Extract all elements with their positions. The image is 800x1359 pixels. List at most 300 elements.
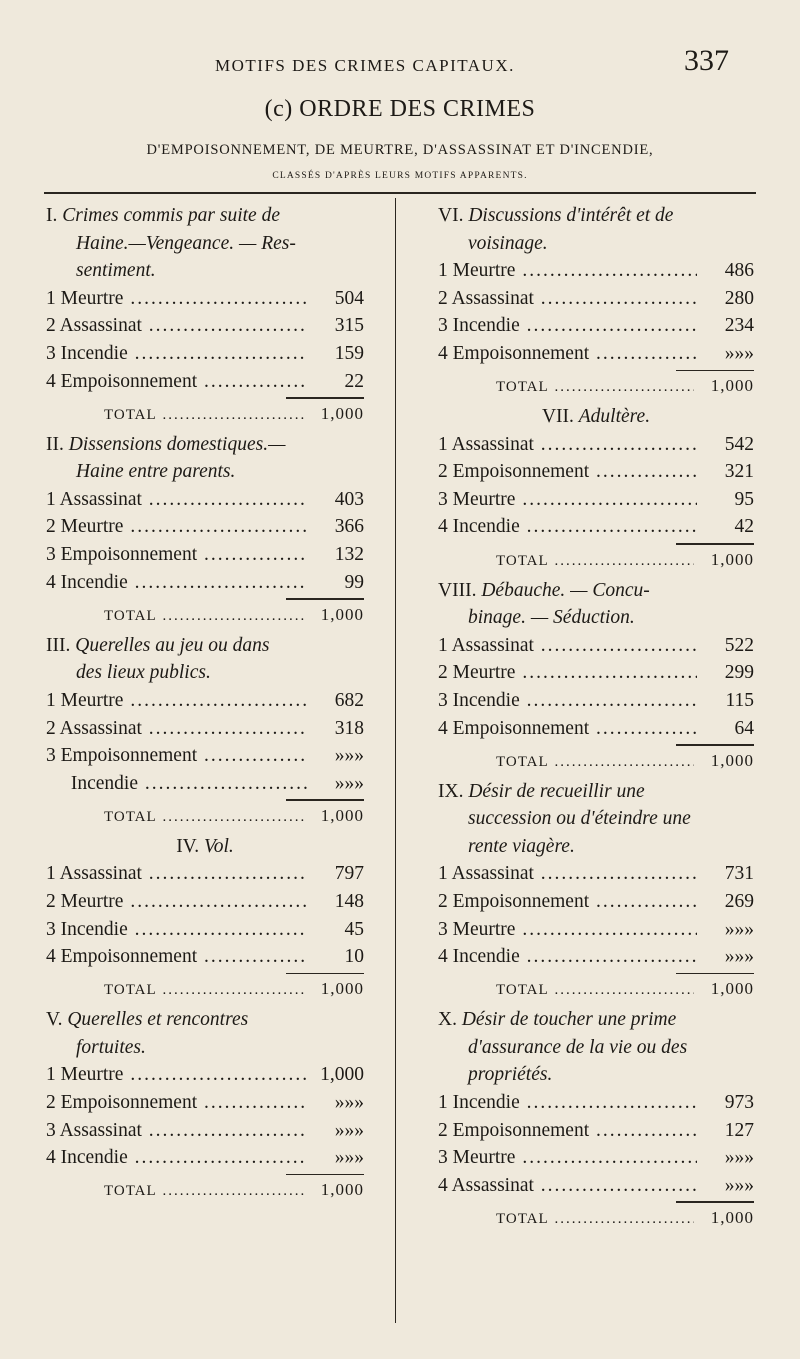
- crime-value: 731: [724, 863, 754, 885]
- crime-label: [46, 1089, 307, 1117]
- total-row: [46, 974, 364, 1004]
- crime-name: Empoisonnement: [452, 342, 590, 364]
- section-title-line: Adultère.: [578, 406, 651, 428]
- crime-label: [438, 513, 697, 541]
- crime-value: 64: [734, 717, 754, 739]
- rank-number: 2: [46, 890, 56, 912]
- rank-number: 1: [46, 287, 56, 309]
- crime-label: [46, 742, 307, 770]
- rank-number: 4: [438, 516, 448, 538]
- crime-value: 321: [724, 461, 754, 483]
- section-title-line: binage. — Séduction.: [468, 607, 635, 629]
- crime-name: Incendie: [60, 1147, 128, 1169]
- table-row: [438, 916, 754, 944]
- crime-name: Empoisonnement: [60, 946, 198, 968]
- section-title-line: Querelles au jeu ou dans: [75, 634, 270, 656]
- section-title-line: Haine entre parents.: [76, 461, 236, 483]
- table-row: [438, 659, 754, 687]
- rank-number: 4: [438, 1174, 448, 1196]
- table-row: [46, 541, 364, 569]
- section-heading: [438, 577, 754, 605]
- crime-label: [438, 285, 697, 313]
- table-row: [438, 513, 754, 541]
- rank-number: 2: [438, 461, 448, 483]
- crime-label: [438, 1117, 697, 1145]
- crime-name: Empoisonnement: [452, 1119, 590, 1141]
- table-row: [46, 715, 364, 743]
- total-label: TOTAL .....: [496, 747, 694, 777]
- table-row: [438, 1117, 754, 1145]
- crime-value: 99: [344, 571, 364, 593]
- crime-value: 315: [334, 315, 364, 337]
- section-title-line: Vol.: [204, 835, 234, 857]
- rank-number: 1: [438, 634, 448, 656]
- table-row: [46, 1089, 364, 1117]
- section-title-line: Querelles et rencontres: [67, 1009, 249, 1031]
- total-value: 1,000: [320, 403, 364, 423]
- total-row: [46, 1175, 364, 1205]
- section-title-line: succession ou d'éteindre une: [468, 808, 691, 830]
- crime-label: [438, 632, 697, 660]
- crime-name: Assassinat: [59, 1119, 142, 1141]
- crime-value: 10: [344, 946, 364, 968]
- table-row: [46, 569, 364, 597]
- crime-value: »»»: [724, 1174, 754, 1196]
- rank-number: 3: [438, 488, 448, 510]
- crime-name: Assassinat: [451, 863, 534, 885]
- section-heading: [438, 230, 754, 258]
- crime-name: Empoisonnement: [60, 745, 198, 767]
- section-title-line: Désir de recueillir une: [468, 780, 645, 802]
- table-row: [438, 1172, 754, 1200]
- section-heading: [46, 257, 364, 285]
- total-row: [438, 974, 754, 1004]
- crime-label: [438, 1089, 697, 1117]
- total-label: TOTAL .....: [104, 802, 304, 832]
- table-row: [438, 632, 754, 660]
- crime-name: Incendie: [452, 315, 520, 337]
- crime-value: 159: [334, 342, 364, 364]
- section-heading: [438, 604, 754, 632]
- crime-label: [438, 1172, 697, 1200]
- rank-number: 2: [438, 890, 448, 912]
- section-title-line: propriétés.: [468, 1064, 553, 1086]
- crime-value: 1,000: [320, 1064, 364, 1086]
- crime-label: [438, 659, 697, 687]
- crime-name: Empoisonnement: [60, 370, 198, 392]
- section-number: II.: [46, 433, 64, 455]
- crime-label: [46, 285, 307, 313]
- rank-number: 3: [438, 315, 448, 337]
- section-heading: [46, 632, 364, 660]
- total-label: TOTAL .....: [496, 1204, 694, 1234]
- section-heading: [46, 202, 364, 230]
- rank-number: 1: [438, 1092, 448, 1114]
- total-row: [438, 371, 754, 401]
- total-value: 1,000: [320, 979, 364, 999]
- crime-label: [438, 860, 697, 888]
- section: [438, 403, 754, 576]
- section: [46, 431, 364, 632]
- crime-value: 366: [334, 516, 364, 538]
- total-value: 1,000: [710, 750, 754, 770]
- table-row: [438, 486, 754, 514]
- crime-value: 234: [724, 315, 754, 337]
- crime-label: [46, 340, 307, 368]
- section-number: V.: [46, 1009, 63, 1031]
- crime-value: 115: [725, 689, 754, 711]
- rank-number: 3: [438, 1147, 448, 1169]
- section-title-line: Débauche. — Concu-: [481, 579, 650, 601]
- rank-number: 4: [438, 717, 448, 739]
- rank-number: 4: [46, 370, 56, 392]
- section-heading: [438, 1006, 754, 1034]
- section-number: IX.: [438, 780, 464, 802]
- crime-name: Assassinat: [451, 433, 534, 455]
- crime-label: [46, 541, 307, 569]
- crime-name: Incendie: [60, 918, 128, 940]
- total-value: 1,000: [320, 1180, 364, 1200]
- crime-value: »»»: [724, 1147, 754, 1169]
- crime-value: 132: [334, 544, 364, 566]
- section: [438, 577, 754, 778]
- total-row: [46, 801, 364, 831]
- crime-label: [46, 1061, 307, 1089]
- crime-value: »»»: [334, 1119, 364, 1141]
- section-title-line: rente viagère.: [468, 835, 575, 857]
- section: [438, 1006, 754, 1235]
- crime-label: [438, 257, 697, 285]
- crime-name: Assassinat: [451, 634, 534, 656]
- section-title-line: Haine.—Vengeance. — Res-: [76, 232, 296, 254]
- page-number: 337: [684, 44, 729, 77]
- crime-label: [46, 943, 307, 971]
- crime-value: 42: [734, 516, 754, 538]
- rank-number: 2: [438, 287, 448, 309]
- table-row: [438, 888, 754, 916]
- rank-number: 1: [438, 260, 448, 282]
- column-divider: [395, 198, 396, 1323]
- crime-label: [438, 943, 697, 971]
- crime-value: »»»: [334, 1092, 364, 1114]
- total-value: 1,000: [710, 1207, 754, 1227]
- table-row: [438, 431, 754, 459]
- rank-number: 2: [46, 315, 56, 337]
- crime-label: [46, 715, 307, 743]
- section-title-line: Crimes commis par suite de: [62, 205, 280, 226]
- section-title-line: des lieux publics.: [76, 662, 211, 684]
- table-row: [46, 943, 364, 971]
- crime-label: [438, 1144, 697, 1172]
- section-title-line: Dissensions domestiques.—: [68, 433, 286, 455]
- crime-value: 797: [334, 863, 364, 885]
- section-number: VI.: [438, 205, 464, 226]
- right-column: [438, 202, 754, 1235]
- section-heading: [46, 1034, 364, 1062]
- section-heading: [46, 1006, 364, 1034]
- table-row: [46, 285, 364, 313]
- crime-name: Assassinat: [59, 488, 142, 510]
- table-row: [438, 458, 754, 486]
- table-row: [438, 257, 754, 285]
- section-number: III.: [46, 634, 71, 656]
- total-row: [438, 746, 754, 776]
- rank-number: 2: [46, 717, 56, 739]
- crime-label: [46, 1117, 307, 1145]
- crime-label: [438, 715, 697, 743]
- crime-label: [46, 770, 307, 798]
- section-heading: [438, 202, 754, 230]
- header-rule: [44, 192, 756, 194]
- rank-number: 4: [438, 946, 448, 968]
- rank-number: 2: [438, 662, 448, 684]
- crime-name: Incendie: [60, 342, 128, 364]
- section-number: I.: [46, 205, 58, 226]
- rank-number: 2: [46, 516, 56, 538]
- total-value: 1,000: [710, 376, 754, 396]
- crime-value: »»»: [724, 946, 754, 968]
- crime-value: »»»: [334, 1147, 364, 1169]
- total-label: TOTAL .....: [104, 1176, 304, 1206]
- rank-number: 1: [46, 863, 56, 885]
- table-row: [46, 513, 364, 541]
- table-row: [46, 687, 364, 715]
- section: [46, 202, 364, 431]
- rank-number: 1: [46, 488, 56, 510]
- total-row: [438, 545, 754, 575]
- crime-name: Empoisonnement: [452, 890, 590, 912]
- crime-value: »»»: [334, 745, 364, 767]
- total-value: 1,000: [320, 805, 364, 825]
- crime-name: Incendie: [70, 772, 139, 794]
- section-number: VII.: [541, 406, 574, 428]
- table-row: [438, 687, 754, 715]
- crime-label: [46, 513, 307, 541]
- crime-name: Meurtre: [60, 689, 124, 711]
- total-row: [46, 399, 364, 429]
- total-value: 1,000: [710, 979, 754, 999]
- crime-value: 403: [334, 488, 364, 510]
- total-row: [46, 600, 364, 630]
- table-row: [438, 340, 754, 368]
- rank-number: 4: [438, 342, 448, 364]
- table-row: [46, 340, 364, 368]
- total-label: TOTAL .....: [104, 601, 304, 631]
- crime-value: 522: [724, 634, 754, 656]
- running-head: MOTIFS DES CRIMES CAPITAUX.: [215, 56, 515, 75]
- rank-number: 4: [46, 1147, 56, 1169]
- crime-name: Assassinat: [59, 863, 142, 885]
- crime-label: [46, 1144, 307, 1172]
- rank-number: 3: [46, 544, 56, 566]
- table-row: [46, 1061, 364, 1089]
- rank-number: 1: [438, 863, 448, 885]
- crime-name: Assassinat: [59, 315, 142, 337]
- crime-value: 45: [344, 918, 364, 940]
- rank-number: 1: [46, 1064, 56, 1086]
- table-title: (c) ORDRE DES CRIMES: [264, 96, 536, 122]
- crime-name: Meurtre: [60, 1064, 124, 1086]
- rank-number: 3: [46, 745, 56, 767]
- crime-name: Meurtre: [452, 260, 516, 282]
- table-row: [46, 1144, 364, 1172]
- crime-value: 973: [724, 1092, 754, 1114]
- section: [438, 778, 754, 1007]
- section-title-line: voisinage.: [468, 232, 548, 254]
- crime-name: Meurtre: [60, 890, 124, 912]
- crime-value: 95: [734, 488, 754, 510]
- table-row: [46, 770, 364, 798]
- table-row: [438, 860, 754, 888]
- section: [46, 833, 364, 1006]
- total-value: 1,000: [710, 549, 754, 569]
- crime-label: [46, 860, 307, 888]
- crime-label: [438, 312, 697, 340]
- table-row: [438, 312, 754, 340]
- section-heading: [438, 833, 754, 861]
- section-title-line: d'assurance de la vie ou des: [468, 1036, 688, 1058]
- table-row: [46, 486, 364, 514]
- crime-value: 542: [724, 433, 754, 455]
- crime-value: 682: [334, 689, 364, 711]
- section-heading: [438, 403, 754, 431]
- section: [46, 1006, 364, 1207]
- crime-value: 318: [334, 717, 364, 739]
- crime-value: 148: [334, 890, 364, 912]
- rank-number: 1: [46, 689, 56, 711]
- section-title-line: sentiment.: [76, 260, 156, 282]
- section-title-line: fortuites.: [76, 1036, 146, 1058]
- table-row: [46, 312, 364, 340]
- section-heading: [46, 230, 364, 258]
- crime-value: 269: [724, 890, 754, 912]
- crime-name: Meurtre: [452, 918, 516, 940]
- crime-value: »»»: [334, 772, 364, 794]
- section: [46, 632, 364, 833]
- crime-name: Empoisonnement: [452, 461, 590, 483]
- rank-number: 2: [46, 1092, 56, 1114]
- rank-number: 3: [46, 918, 56, 940]
- table-subtitle: D'EMPOISONNEMENT, DE MEURTRE, D'ASSASSINAT ET D'INCENDIE,: [146, 142, 654, 158]
- section-heading: [46, 458, 364, 486]
- crime-label: [46, 916, 307, 944]
- crime-value: »»»: [724, 918, 754, 940]
- rank-number: 4: [46, 946, 56, 968]
- crime-label: [438, 687, 697, 715]
- crime-name: Empoisonnement: [60, 1092, 198, 1114]
- total-label: TOTAL .....: [496, 546, 694, 576]
- rank-number: 3: [438, 918, 448, 940]
- rank-number: 3: [438, 689, 448, 711]
- table-row: [46, 860, 364, 888]
- section-heading: [438, 1061, 754, 1089]
- crime-label: [46, 569, 307, 597]
- table-row: [46, 888, 364, 916]
- section-heading: [46, 833, 364, 861]
- crime-value: 127: [724, 1119, 754, 1141]
- crime-name: Meurtre: [452, 662, 516, 684]
- crime-name: Incendie: [452, 946, 520, 968]
- crime-label: [46, 312, 307, 340]
- section: [438, 202, 754, 403]
- crime-label: [438, 458, 697, 486]
- section-heading: [46, 431, 364, 459]
- total-label: TOTAL .....: [496, 372, 694, 402]
- table-row: [46, 916, 364, 944]
- crime-value: 299: [724, 662, 754, 684]
- rank-number: 4: [46, 571, 56, 593]
- crime-label: [438, 486, 697, 514]
- crime-name: Incendie: [452, 1092, 520, 1114]
- crime-value: 22: [344, 370, 364, 392]
- table-row: [46, 742, 364, 770]
- crime-name: Meurtre: [452, 1147, 516, 1169]
- table-row: [438, 1144, 754, 1172]
- crime-label: [438, 916, 697, 944]
- table-row: [438, 1089, 754, 1117]
- section-heading: [438, 805, 754, 833]
- crime-value: 486: [724, 260, 754, 282]
- section-heading: [46, 659, 364, 687]
- crime-name: Incendie: [452, 689, 520, 711]
- section-heading: [438, 1034, 754, 1062]
- section-number: X.: [438, 1009, 457, 1031]
- total-label: TOTAL .....: [104, 400, 304, 430]
- classification-note: CLASSÉS D'APRÈS LEURS MOTIFS APPARENTS.: [272, 171, 528, 181]
- rank-number: 2: [438, 1119, 448, 1141]
- total-value: 1,000: [320, 604, 364, 624]
- section-title-line: Discussions d'intérêt et de: [468, 205, 674, 226]
- section-number: IV.: [176, 835, 200, 857]
- rank-number: 3: [46, 342, 56, 364]
- crime-label: [46, 368, 307, 396]
- total-row: [438, 1203, 754, 1233]
- crime-name: Meurtre: [60, 287, 124, 309]
- crime-value: »»»: [724, 342, 754, 364]
- table-row: [438, 285, 754, 313]
- crime-label: [438, 888, 697, 916]
- rank-number: 1: [438, 433, 448, 455]
- table-row: [438, 715, 754, 743]
- crime-name: Meurtre: [452, 488, 516, 510]
- crime-name: Incendie: [452, 516, 520, 538]
- crime-label: [46, 486, 307, 514]
- left-column: [46, 202, 364, 1207]
- section-number: VIII.: [438, 579, 477, 601]
- crime-label: [46, 888, 307, 916]
- section-heading: [438, 778, 754, 806]
- crime-name: Assassinat: [451, 1174, 534, 1196]
- crime-label: [46, 687, 307, 715]
- crime-value: 504: [334, 287, 364, 309]
- section-title-line: Désir de toucher une prime: [461, 1009, 677, 1031]
- crime-name: Assassinat: [59, 717, 142, 739]
- table-row: [46, 368, 364, 396]
- crime-name: Incendie: [60, 571, 128, 593]
- rank-number: 3: [46, 1119, 56, 1141]
- crime-name: Empoisonnement: [452, 717, 590, 739]
- total-label: TOTAL .....: [104, 975, 304, 1005]
- table-row: [46, 1117, 364, 1145]
- crime-name: Assassinat: [451, 287, 534, 309]
- crime-name: Empoisonnement: [60, 544, 198, 566]
- crime-label: [438, 340, 697, 368]
- crime-name: Meurtre: [60, 516, 124, 538]
- total-label: TOTAL .....: [496, 975, 694, 1005]
- table-row: [438, 943, 754, 971]
- crime-value: 280: [724, 287, 754, 309]
- crime-label: [438, 431, 697, 459]
